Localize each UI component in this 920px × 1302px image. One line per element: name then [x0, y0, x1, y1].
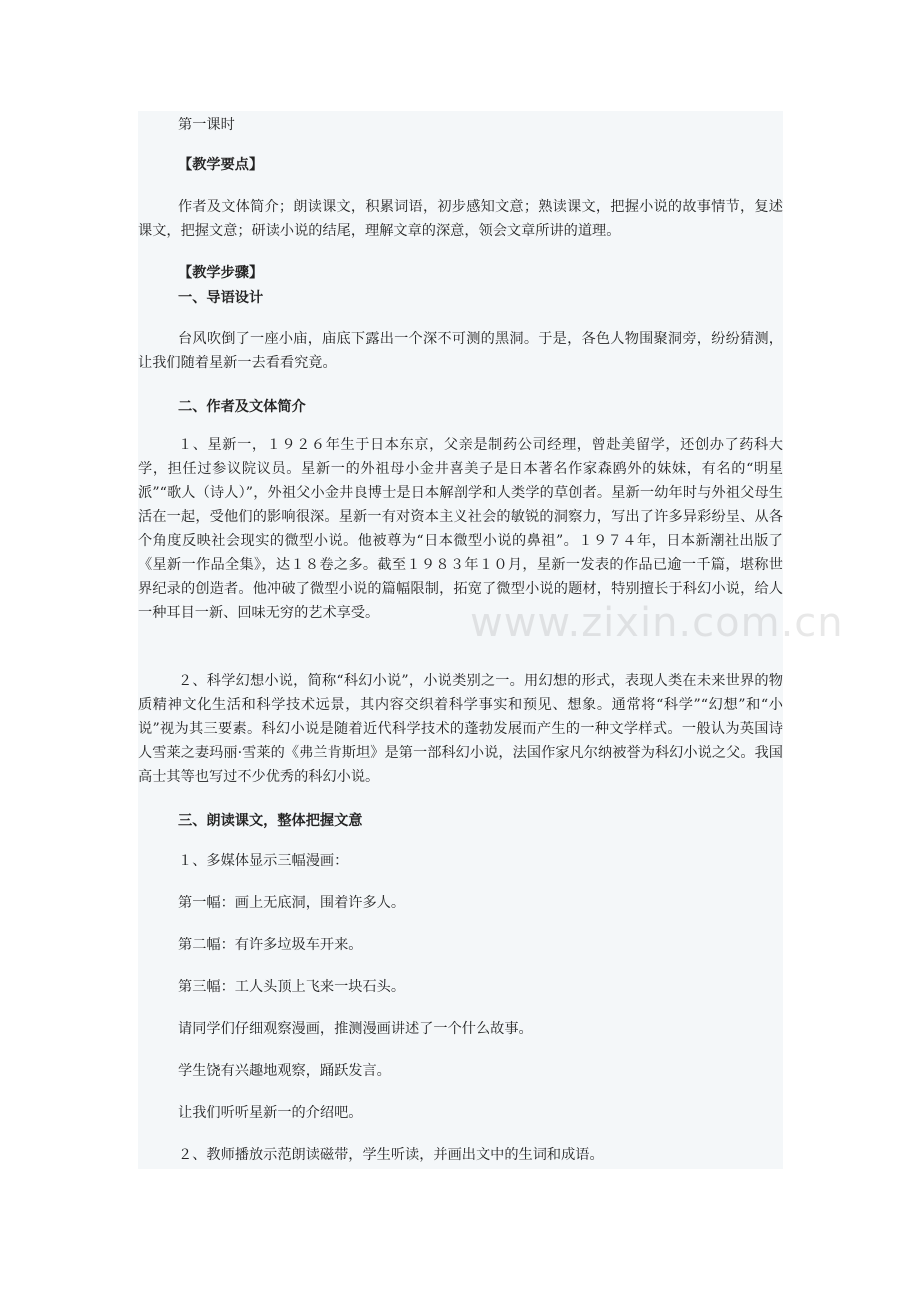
section-1-heading: 一、导语设计 [178, 290, 264, 306]
document-page [138, 111, 783, 1169]
comic-frame-3: 第三幅：工人头顶上飞来一块石头。 [178, 979, 406, 995]
lesson-title: 第一课时 [178, 117, 235, 133]
steps-heading: 【教学步骤】 [178, 265, 264, 281]
section-3-item-2: ２、教师播放示范朗读磁带，学生听读，并画出文中的生词和成语。 [178, 1147, 604, 1163]
section-3-item-1: １、多媒体显示三幅漫画： [178, 853, 349, 869]
observe-instruction: 请同学们仔细观察漫画，推测漫画讲述了一个什么故事。 [178, 1021, 533, 1037]
comic-frame-2: 第二幅：有许多垃圾车开来。 [178, 937, 363, 953]
listen-intro: 让我们听听星新一的介绍吧。 [178, 1105, 363, 1121]
key-points-heading: 【教学要点】 [178, 157, 264, 173]
section-2-paragraph-1: １、星新一，１９２６年生于日本东京，父亲是制药公司经理，曾赴美留学，还创办了药科大学，担任过参议院议员。星新一的外祖母小金井喜美子是日本著名作家森鸥外的妹妹，有名的“明星派”“歌人（诗人）”，外祖父小金井良博士是日本解剖学和人类学的草创者。星新一幼年时与外祖父母生活在一起，受他们的影响很深。星新一有对资本主义社会的敏锐的洞察力，写出了许多异彩纷呈、从各个角度反映社会现实的微型小说。他被尊为“日本微型小说的鼻祖”。１９７４年，日本新潮社出版了《星新一作品全集》，达１８卷之多。截至１９８３年１０月，星新一发表的作品已逾一千篇，堪称世界纪录的创造者。他冲破了微型小说的篇幅限制，拓宽了微型小说的题材，特别擅长于科幻小说，给人一种耳目一新、回味无穷的艺术享受。 [138, 437, 783, 621]
section-3-heading: 三、朗读课文，整体把握文意 [178, 813, 363, 829]
student-response: 学生饶有兴趣地观察，踊跃发言。 [178, 1063, 391, 1079]
comic-frame-1: 第一幅：画上无底洞，围着许多人。 [178, 895, 406, 911]
site-watermark: www.zixin.com.cn [470, 600, 844, 646]
section-1-text: 台风吹倒了一座小庙，庙底下露出一个深不可测的黑洞。于是，各色人物围聚洞旁，纷纷猜测，让我们随着星新一去看看究竟。 [138, 331, 783, 371]
section-2-paragraph-2: ２、科学幻想小说，简称“科幻小说”，小说类别之一。用幻想的形式，表现人类在未来世界的物质精神文化生活和科学技术远景，其内容交织着科学事实和预见、想象。通常将“科学”“幻想”和“小说”视为其三要素。科幻小说是随着近代科学技术的蓬勃发展而产生的一种文学样式。一般认为英国诗人雪莱之妻玛丽·雪莱的《弗兰肯斯坦》是第一部科幻小说，法国作家凡尔纳被誉为科幻小说之父。我国高士其等也写过不少优秀的科幻小说。 [138, 673, 783, 785]
key-points-text: 作者及文体简介；朗读课文，积累词语，初步感知文意；熟读课文，把握小说的故事情节，复述课文，把握文意；研读小说的结尾，理解文章的深意，领会文章所讲的道理。 [138, 199, 783, 239]
section-2-heading: 二、作者及文体简介 [178, 399, 306, 415]
